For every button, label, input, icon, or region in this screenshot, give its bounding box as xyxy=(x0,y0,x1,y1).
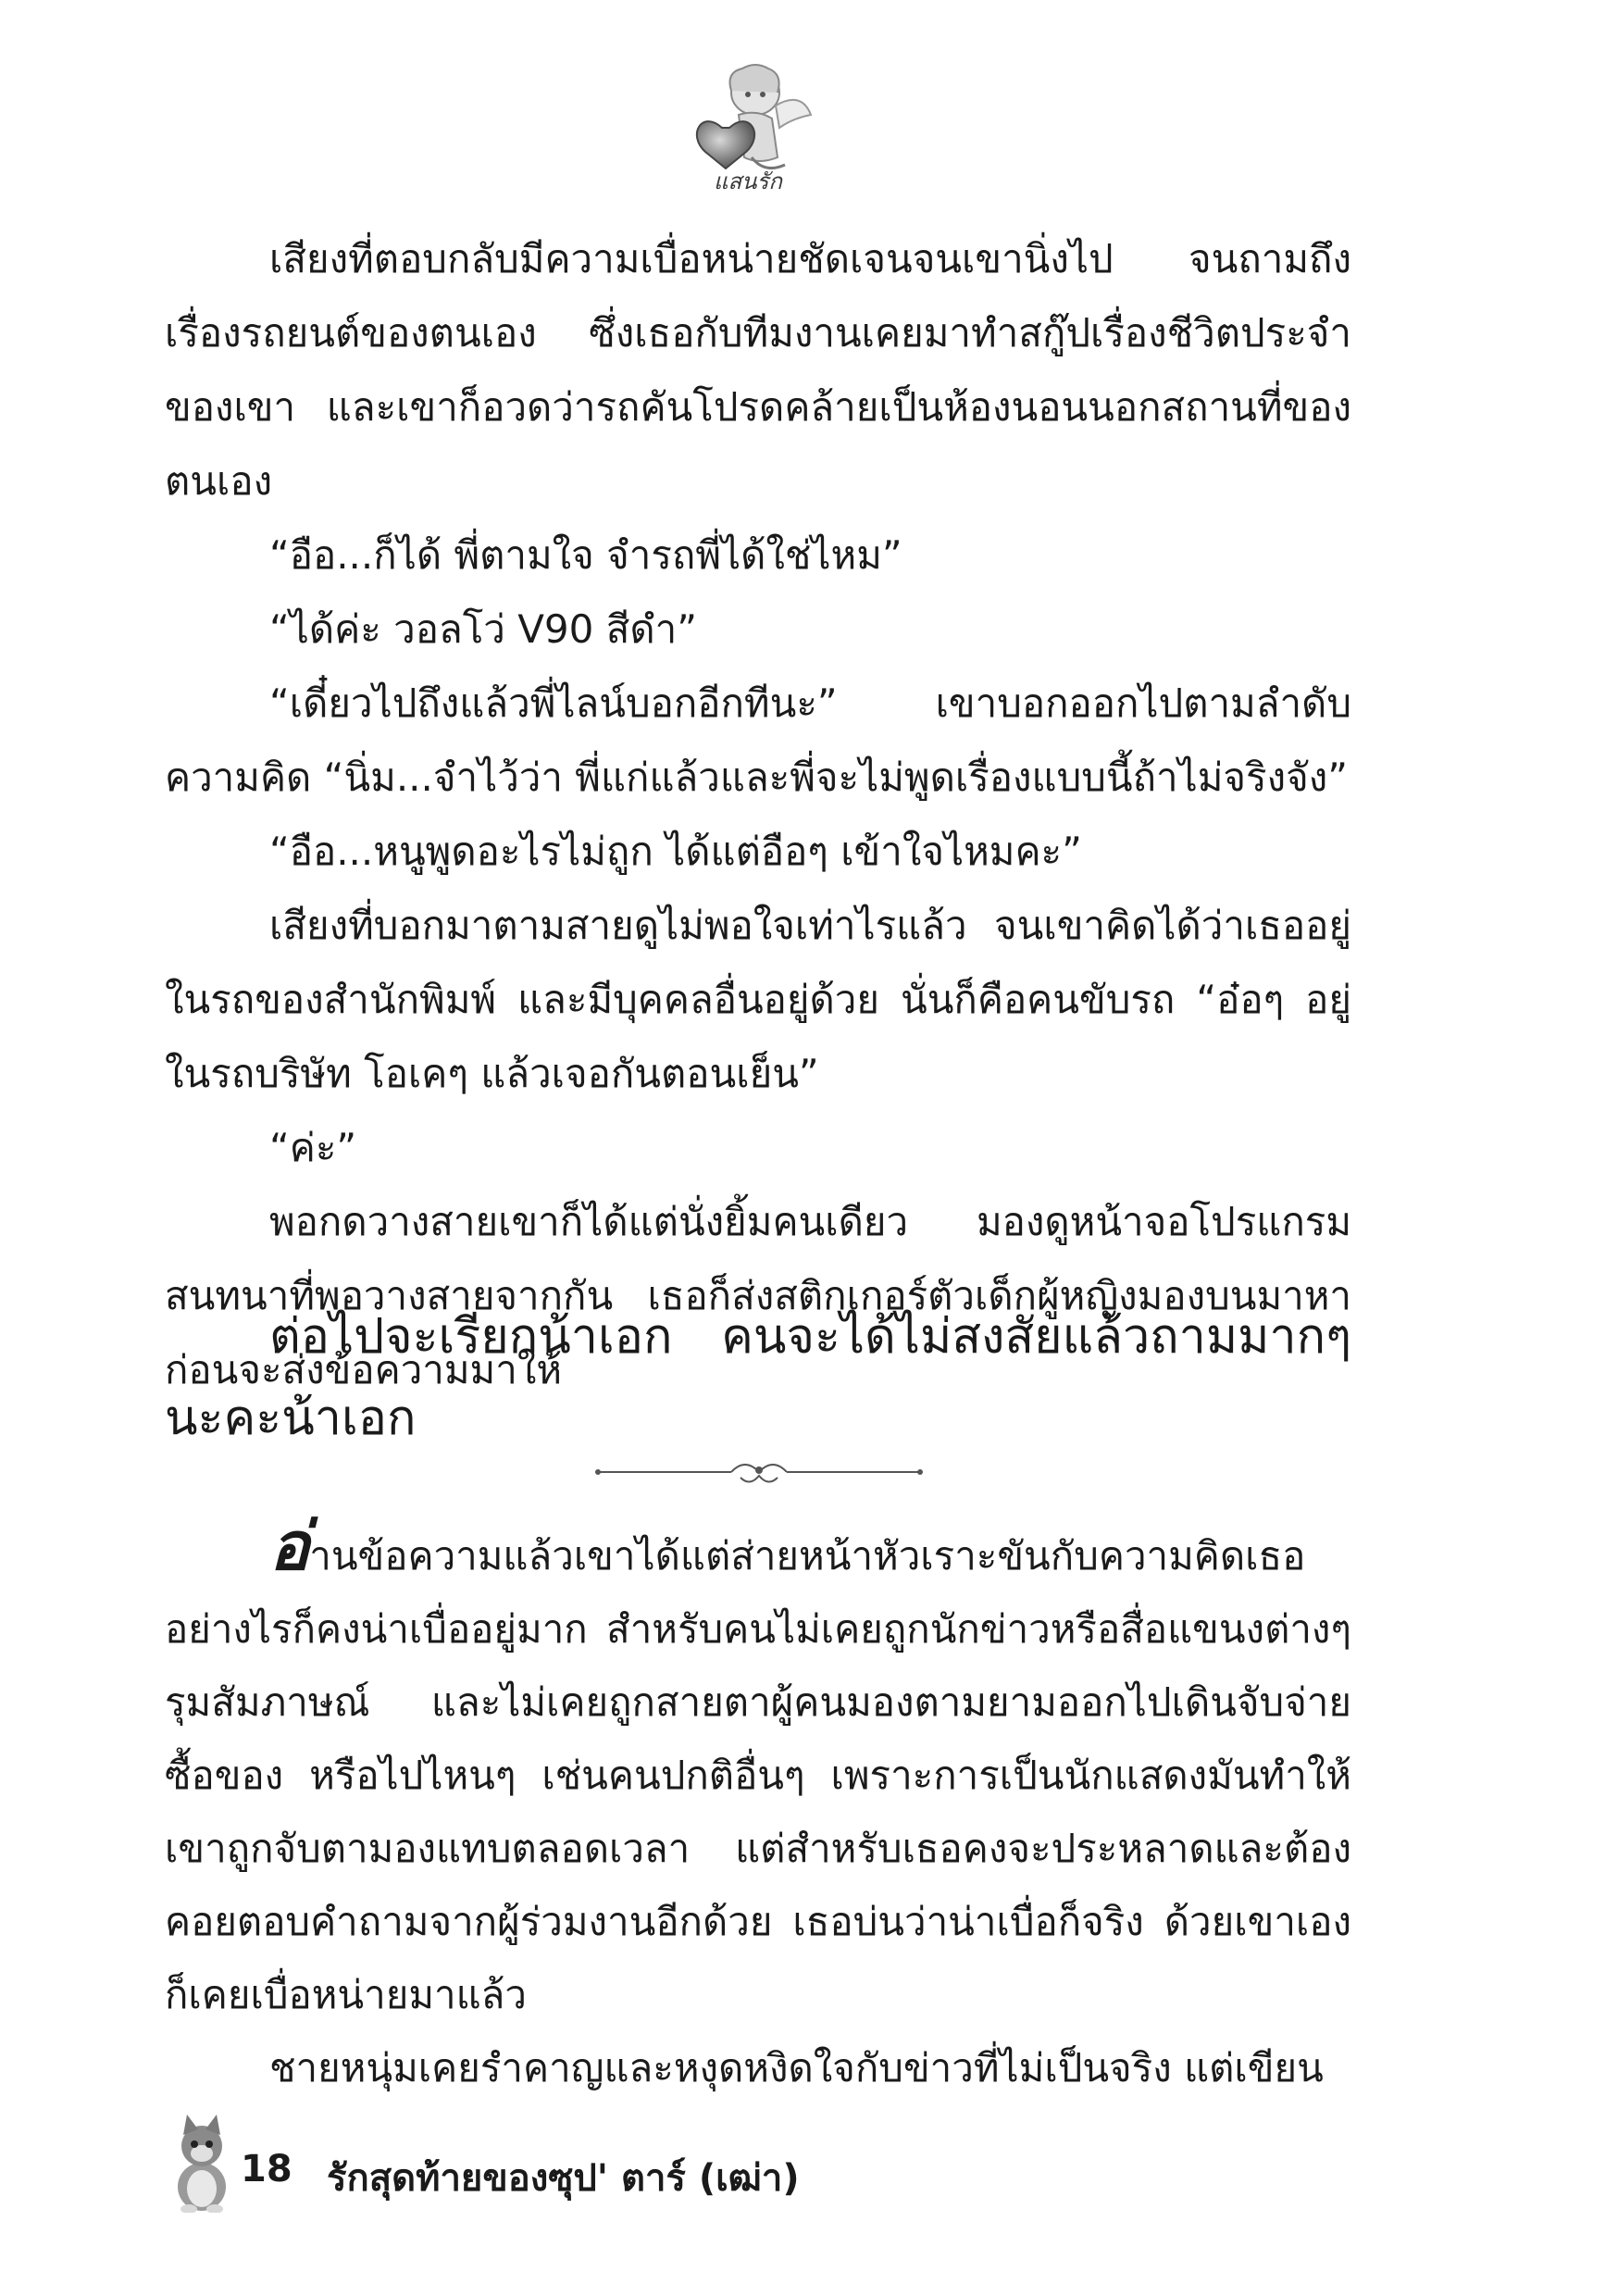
drop-cap: อ่ xyxy=(269,1507,310,1585)
body-text-bottom xyxy=(165,1507,1351,2104)
page-footer xyxy=(165,2111,998,2213)
body-text-top xyxy=(165,222,1351,1407)
cupid-heart-icon xyxy=(674,54,822,193)
chat-message-text: ต่อไปจะเรียกน้าเอก คนจะได้ไม่สงสัยแล้วถามมากๆ นะคะน้าเอก xyxy=(165,1309,1351,1446)
paragraph: “อือ...หนูพูดอะไรไม่ถูก ได้แต่อือๆ เข้าใจไหมคะ” xyxy=(269,829,1082,874)
kitten-icon xyxy=(165,2111,239,2213)
page-number: 18 xyxy=(241,2148,292,2190)
paragraph: เสียงที่ตอบกลับมีความเบื่อหน่ายชัดเจนจนเขานิ่งไป จนถามถึงเรื่องรถยนต์ของตนเอง ซึ่งเธอกับทีมงานเคยมาทำสกู๊ปเรื่องชีวิตประจำของเขา และเขาก็อวดว่ารถคันโปรดคล้ายเป็นห้องนอนนอกสถานที่ของตนเอง xyxy=(165,236,1351,504)
paragraph: “ค่ะ” xyxy=(269,1125,357,1170)
paragraph: “ได้ค่ะ วอลโว่ V90 สีดำ” xyxy=(269,606,697,652)
paragraph-rest: านข้อความแล้วเขาได้แต่ส่ายหน้าหัวเราะขันกับความคิดเธออย่างไรก็คงน่าเบื่ออยู่มาก สำหรับคนไม่เคยถูกนักข่าวหรือสื่อแขนงต่างๆ รุมสัมภาษณ์ และไม่เคยถูกสายตาผู้คนมองตามยามออกไปเดินจับจ่ายซื้อของ หรือไปไหนๆ เช่นคนปกติอื่นๆ เพราะการเป็นนักแสดงมันทำให้เขาถูกจับตามองแทบตลอดเวลา แต่สำหรับเธอคงจะประหลาดและต้องคอยตอบคำถามจากผู้ร่วมงานอีกด้วย เธอบ่นว่าน่าเบื่อก็จริง ด้วยเขาเองก็เคยเบื่อหน่ายมาแล้ว xyxy=(165,1533,1351,2017)
paragraph: พอกดวางสายเขาก็ได้แต่นั่งยิ้มคนเดียว มองดูหน้าจอโปรแกรมสนทนาที่พอวางสายจากกัน เธอก็ส่งสติกเกอร์ตัวเด็กผู้หญิงมองบนมาหาก่อนจะส่งข้อความมาให้ xyxy=(165,1199,1351,1392)
paragraph: “เดี๋ยวไปถึงแล้วพี่ไลน์บอกอีกทีนะ” เขาบอกออกไปตามลำดับความคิด “นิ่ม...จำไว้ว่า พี่แก่แล้วและพี่จะไม่พูดเรื่องแบบนี้ถ้าไม่จริงจัง” xyxy=(165,680,1351,800)
logo-text: แสนรัก xyxy=(714,168,782,193)
paragraph: “อือ...ก็ได้ พี่ตามใจ จำรถพี่ได้ใช่ไหม” xyxy=(269,532,902,578)
book-title: รักสุดท้ายของซุป' ตาร์ (เฒ่า) xyxy=(327,2157,800,2200)
chat-message xyxy=(165,1296,1351,1459)
paragraph-with-dropcap xyxy=(165,1507,1351,2031)
paragraph: ชายหนุ่มเคยรำคาญและหงุดหงิดใจกับข่าวที่ไม่เป็นจริง แต่เขียน xyxy=(269,2045,1324,2090)
paragraph: เสียงที่บอกมาตามสายดูไม่พอใจเท่าไรแล้ว จนเขาคิดได้ว่าเธออยู่ในรถของสำนักพิมพ์ และมีบุคคลอื่นอยู่ด้วย นั่นก็คือคนขับรถ “อ๋อๆ อยู่ในรถบริษัท โอเคๆ แล้วเจอกันตอนเย็น” xyxy=(165,903,1351,1096)
ornamental-divider-icon xyxy=(592,1454,926,1491)
